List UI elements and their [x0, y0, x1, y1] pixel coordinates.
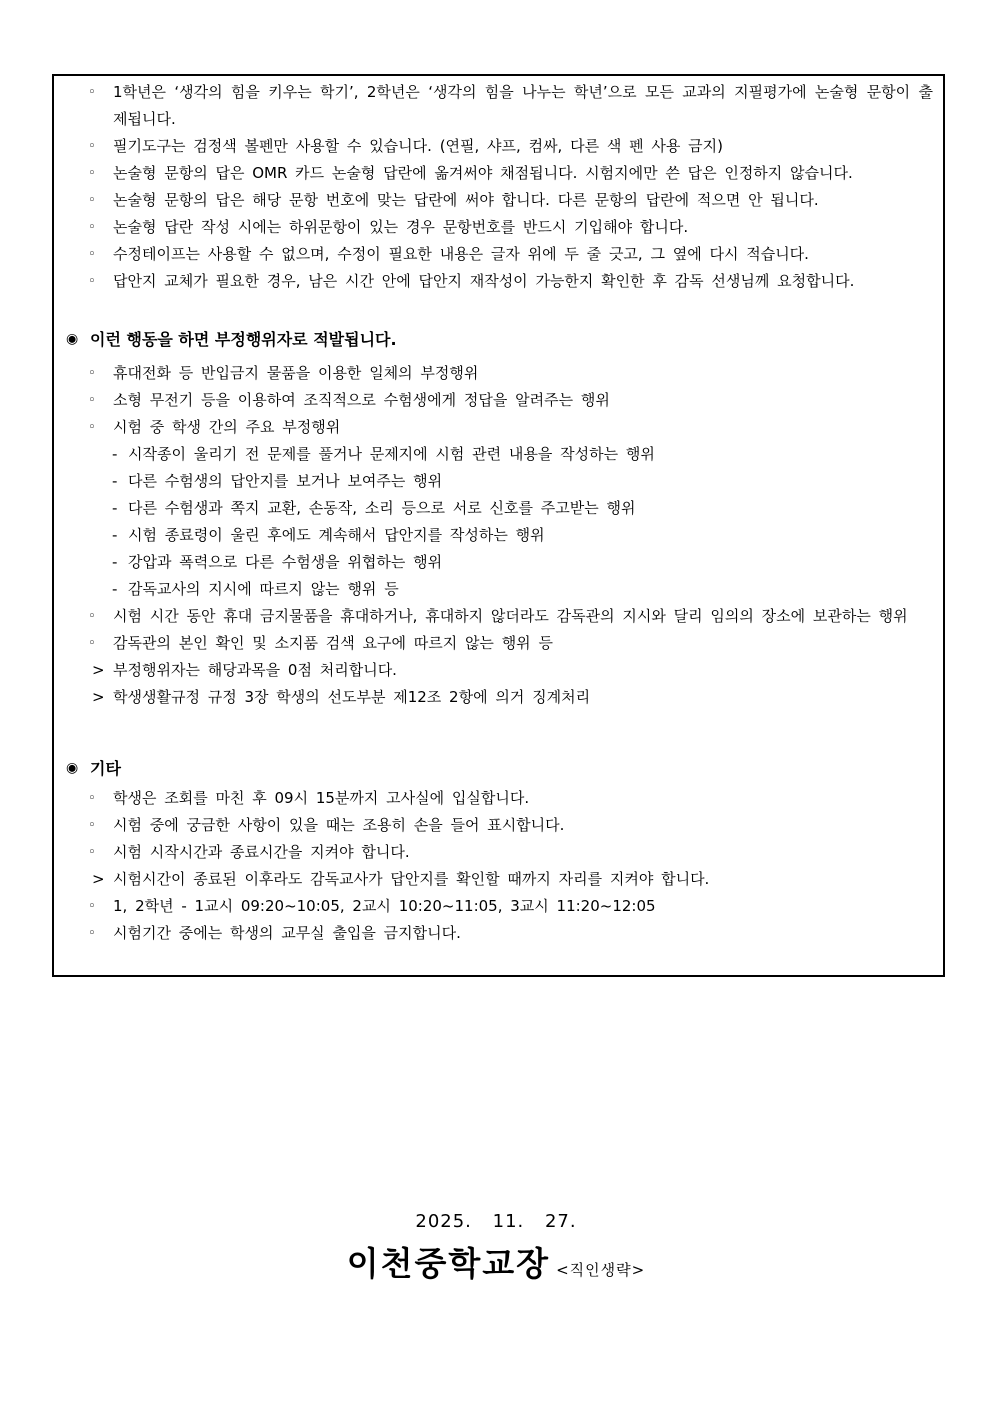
circle-bullet-icon: ◦	[88, 791, 96, 806]
notice-item-text: 논술형 문항의 답은 해당 문항 번호에 맞는 답란에 써야 합니다. 다른 문항의 답란에 적으면 안 됩니다.	[113, 191, 819, 209]
notice-item	[54, 785, 933, 812]
notice-item	[54, 603, 933, 630]
circle-bullet-icon: ◦	[88, 636, 96, 651]
notice-item-text: 답안지 교체가 필요한 경우, 남은 시간 안에 답안지 재작성이 가능한지 확인한 후 감독 선생님께 요청합니다.	[113, 272, 855, 290]
section-title-text: 이런 행동을 하면 부정행위자로 적발됩니다.	[90, 330, 397, 349]
notice-item-text: 시험기간 중에는 학생의 교무실 출입을 금지합니다.	[113, 924, 461, 942]
notice-item-text: 부정행위자는 해당과목을 0점 처리합니다.	[113, 661, 397, 679]
dash-bullet-icon: -	[112, 499, 118, 517]
issue-date: 2025. 11. 27.	[415, 1211, 577, 1232]
notice-item-text: 시험 시간 동안 휴대 금지물품을 휴대하거나, 휴대하지 않더라도 감독관의 지시와 달리 임의의 장소에 보관하는 행위	[113, 607, 908, 625]
notice-item-text: 감독관의 본인 확인 및 소지품 검색 요구에 따르지 않는 행위 등	[113, 634, 553, 652]
notice-item	[54, 241, 933, 268]
notice-item	[54, 268, 933, 295]
dash-bullet-icon: -	[112, 445, 118, 463]
circle-bullet-icon: ◦	[88, 366, 96, 381]
dash-bullet-icon: -	[112, 580, 118, 598]
notice-item-text: 강압과 폭력으로 다른 수험생을 위협하는 행위	[128, 553, 443, 571]
circle-bullet-icon: ◦	[88, 899, 96, 914]
circle-bullet-icon: ◦	[88, 193, 96, 208]
notice-item-text: 논술형 답란 작성 시에는 하위문항이 있는 경우 문항번호를 반드시 기입해야 합니다.	[113, 218, 689, 236]
fisheye-bullet-icon: ◉	[66, 331, 79, 347]
notice-item-text: 시험 시작시간과 종료시간을 지켜야 합니다.	[113, 843, 410, 861]
notice-item	[54, 468, 933, 495]
arrow-bullet-icon: >	[92, 661, 105, 679]
notice-item-text: 1학년은 ‘생각의 힘을 키우는 학기’, 2학년은 ‘생각의 힘을 나누는 학년’으로 모든 교과의 지필평가에 논술형 문항이 출제됩니다.	[113, 83, 933, 128]
principal-signature: 이천중학교장	[346, 1244, 551, 1283]
notice-item	[54, 214, 933, 241]
notice-item-text: 논술형 문항의 답은 OMR 카드 논술형 답란에 옮겨써야 채점됩니다. 시험지에만 쓴 답은 인정하지 않습니다.	[113, 164, 853, 182]
circle-bullet-icon: ◦	[88, 139, 96, 154]
notice-item-text: 시험시간이 종료된 이후라도 감독교사가 답안지를 확인할 때까지 자리를 지켜야 합니다.	[113, 870, 710, 888]
circle-bullet-icon: ◦	[88, 609, 96, 624]
circle-bullet-icon: ◦	[88, 85, 96, 100]
notice-section-1	[54, 79, 933, 295]
notice-item	[54, 576, 933, 603]
notice-item	[54, 441, 933, 468]
notice-item-text: 다른 수험생과 쪽지 교환, 손동작, 소리 등으로 서로 신호를 주고받는 행위	[128, 499, 636, 517]
stamp-omitted-note: <직인생략>	[556, 1261, 646, 1279]
circle-bullet-icon: ◦	[88, 220, 96, 235]
dash-bullet-icon: -	[112, 472, 118, 490]
notice-item-text: 1, 2학년 - 1교시 09:20~10:05, 2교시 10:20~11:05, 3교시 11:20~12:05	[113, 897, 656, 915]
signature-block	[0, 1238, 992, 1285]
notice-item	[54, 866, 933, 893]
circle-bullet-icon: ◦	[88, 393, 96, 408]
notice-item	[54, 522, 933, 549]
notice-section-2	[54, 326, 933, 711]
notice-item-text: 시작종이 울리기 전 문제를 풀거나 문제지에 시험 관련 내용을 작성하는 행위	[128, 445, 655, 463]
notice-item	[54, 630, 933, 657]
notice-item	[54, 920, 933, 947]
arrow-bullet-icon: >	[92, 688, 105, 706]
circle-bullet-icon: ◦	[88, 926, 96, 941]
circle-bullet-icon: ◦	[88, 818, 96, 833]
notice-item	[54, 549, 933, 576]
dash-bullet-icon: -	[112, 553, 118, 571]
notice-item	[54, 79, 933, 133]
notice-item	[54, 495, 933, 522]
notice-section-3	[54, 755, 933, 947]
notice-item-text: 학생은 조회를 마친 후 09시 15분까지 고사실에 입실합니다.	[113, 789, 530, 807]
notice-item	[54, 657, 933, 684]
notice-item-text: 학생생활규정 규정 3장 학생의 선도부분 제12조 2항에 의거 징계처리	[113, 688, 591, 706]
notice-item	[54, 387, 933, 414]
circle-bullet-icon: ◦	[88, 420, 96, 435]
circle-bullet-icon: ◦	[88, 274, 96, 289]
notice-item-text: 시험 종료령이 울린 후에도 계속해서 답안지를 작성하는 행위	[128, 526, 545, 544]
notice-box	[52, 74, 945, 977]
section-heading	[54, 755, 933, 782]
section-heading	[54, 326, 933, 353]
notice-item-text: 필기도구는 검정색 볼펜만 사용할 수 있습니다. (연필, 샤프, 컴싸, 다른 색 펜 사용 금지)	[113, 137, 723, 155]
arrow-bullet-icon: >	[92, 870, 105, 888]
notice-item-text: 다른 수험생의 답안지를 보거나 보여주는 행위	[128, 472, 443, 490]
notice-item-text: 시험 중에 궁금한 사항이 있을 때는 조용히 손을 들어 표시합니다.	[113, 816, 565, 834]
dash-bullet-icon: -	[112, 526, 118, 544]
notice-item-text: 감독교사의 지시에 따르지 않는 행위 등	[128, 580, 399, 598]
notice-item	[54, 812, 933, 839]
notice-item-text: 수정테이프는 사용할 수 없으며, 수정이 필요한 내용은 글자 위에 두 줄 긋고, 그 옆에 다시 적습니다.	[113, 245, 809, 263]
circle-bullet-icon: ◦	[88, 845, 96, 860]
notice-item-text: 시험 중 학생 간의 주요 부정행위	[113, 418, 341, 436]
circle-bullet-icon: ◦	[88, 247, 96, 262]
notice-item	[54, 133, 933, 160]
notice-item-text: 휴대전화 등 반입금지 물품을 이용한 일체의 부정행위	[113, 364, 479, 382]
notice-item	[54, 839, 933, 866]
fisheye-bullet-icon: ◉	[66, 760, 79, 776]
notice-item	[54, 360, 933, 387]
circle-bullet-icon: ◦	[88, 166, 96, 181]
section-title-text: 기타	[90, 759, 121, 778]
notice-item	[54, 187, 933, 214]
notice-item	[54, 684, 933, 711]
notice-item	[54, 893, 933, 920]
notice-item-text: 소형 무전기 등을 이용하여 조직적으로 수험생에게 정답을 알려주는 행위	[113, 391, 610, 409]
notice-item	[54, 414, 933, 441]
notice-item	[54, 160, 933, 187]
